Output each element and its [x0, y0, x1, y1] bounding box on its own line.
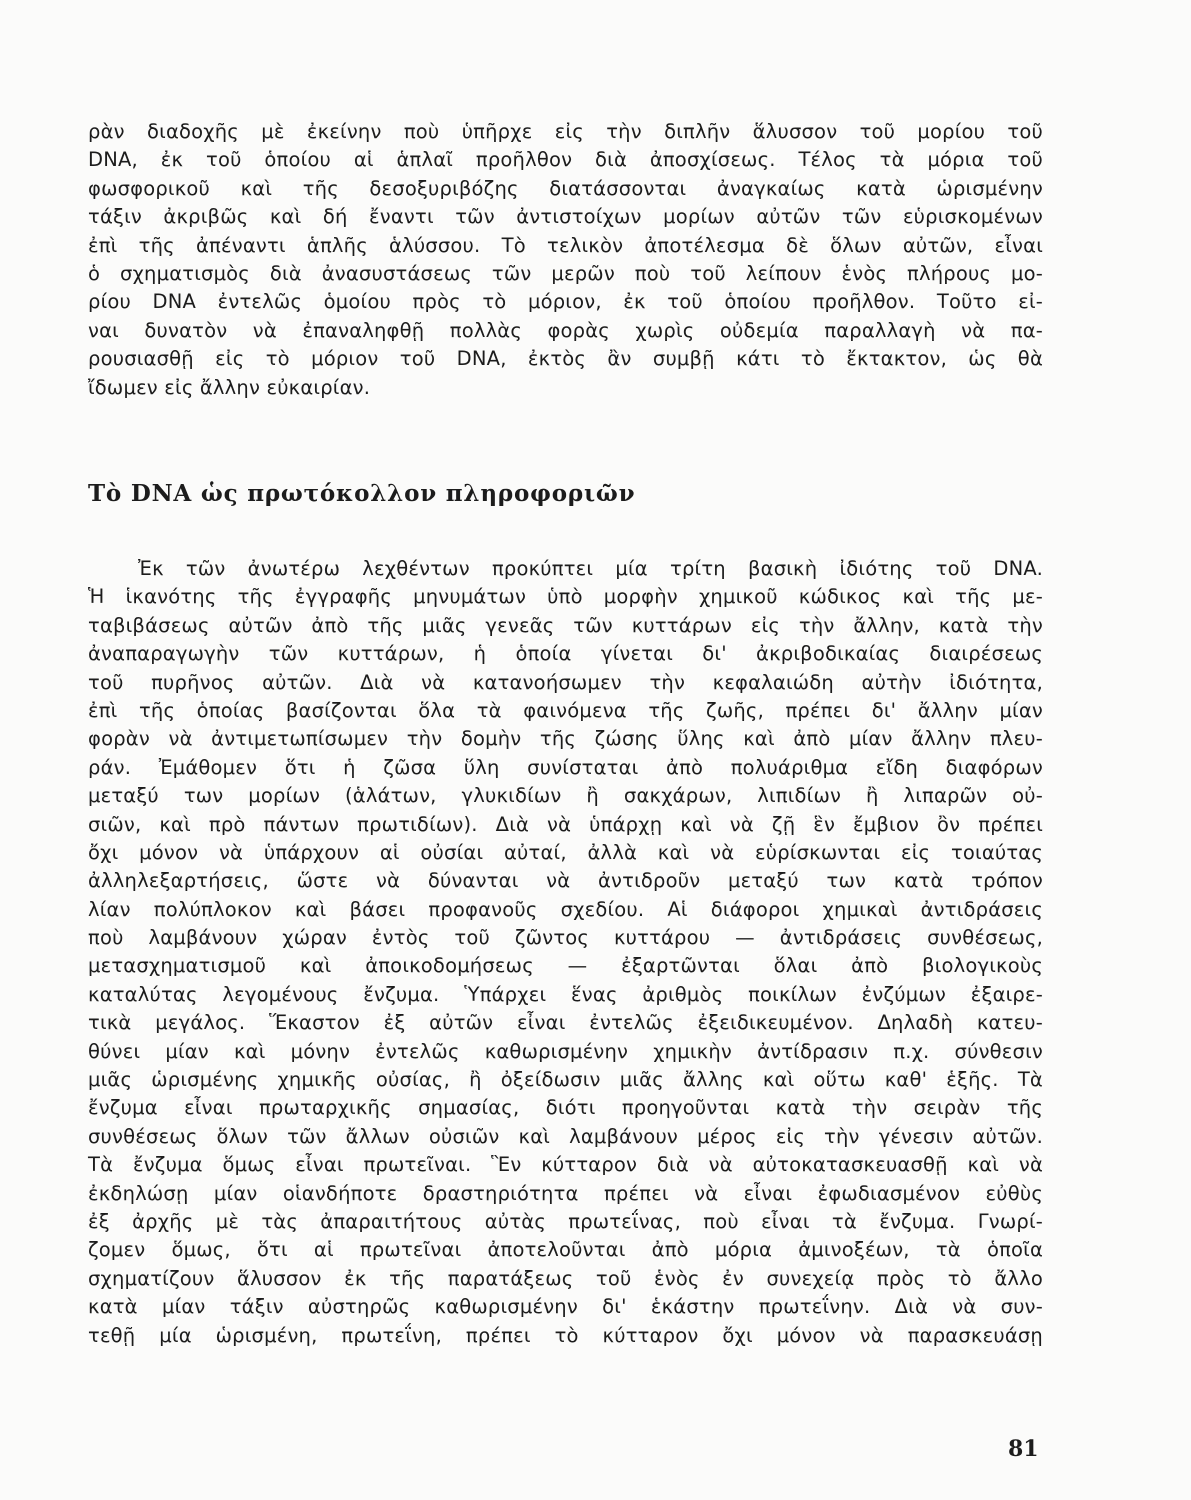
text-line: ρίου DNA ἐντελῶς ὁμοίου πρὸς τὸ μόριον, ἐκ τοῦ ὁποίου προῆλθον. Τοῦτο εἰ- — [88, 290, 1043, 314]
text-line: μιᾶς ὡρισμένης χημικῆς οὐσίας, ἢ ὀξείδωσιν μιᾶς ἄλλης καὶ οὕτω καθ' ἑξῆς. Τὰ — [88, 1068, 1043, 1092]
text-line: ταβιβάσεως αὐτῶν ἀπὸ τῆς μιᾶς γενεᾶς τῶν κυττάρων εἰς τὴν ἄλλην, κατὰ τὴν — [88, 613, 1043, 637]
text-line: ποὺ λαμβάνουν χώραν ἐντὸς τοῦ ζῶντος κυττάρου — ἀντιδράσεις συνθέσεως, — [88, 926, 1043, 950]
text-line: ἐπὶ τῆς ὁποίας βασίζονται ὅλα τὰ φαινόμενα τῆς ζωῆς, πρέπει δι' ἄλλην μίαν — [88, 698, 1043, 722]
text-line: καταλύτας λεγομένους ἔνζυμα. Ὑπάρχει ἕνας ἀριθμὸς ποικίλων ἐνζύμων ἐξαιρε- — [88, 982, 1043, 1006]
text-line: ἔνζυμα εἶναι πρωταρχικῆς σημασίας, διότι προηγοῦνται κατὰ τὴν σειρὰν τῆς — [88, 1096, 1043, 1120]
paragraph-dna-information — [88, 555, 1043, 1350]
text-line: ὁ σχηματισμὸς διὰ ἀνασυστάσεως τῶν μερῶν ποὺ τοῦ λείπουν ἑνὸς πλήρους μο- — [88, 261, 1043, 285]
text-line: ζομεν ὅμως, ὅτι αἱ πρωτεῖναι ἀποτελοῦνται ἀπὸ μόρια ἀμινοξέων, τὰ ὁποῖα — [88, 1238, 1043, 1262]
text-line: Τὰ ἔνζυμα ὅμως εἶναι πρωτεῖναι. Ἓν κύτταρον διὰ νὰ αὐτοκατασκευασθῇ καὶ νὰ — [88, 1153, 1043, 1177]
text-line: τάξιν ἀκριβῶς καὶ δή ἔναντι τῶν ἀντιστοίχων μορίων αὐτῶν τῶν εὑρισκομένων — [88, 205, 1043, 229]
text-line: ἴδωμεν εἰς ἄλλην εὐκαιρίαν. — [88, 375, 371, 399]
text-line: φορὰν νὰ ἀντιμετωπίσωμεν τὴν δομὴν τῆς ζώσης ὕλης καὶ ἀπὸ μίαν ἄλλην πλευ- — [88, 727, 1043, 751]
text-line: ἐξ ἀρχῆς μὲ τὰς ἀπαραιτήτους αὐτὰς πρωτεΐνας, ποὺ εἶναι τὰ ἔνζυμα. Γνωρί- — [88, 1209, 1043, 1233]
paragraph-continued — [88, 118, 1043, 402]
text-line: θύνει μίαν καὶ μόνην ἐντελῶς καθωρισμένην χημικὴν ἀντίδρασιν π.χ. σύνθεσιν — [88, 1039, 1043, 1063]
text-line: τοῦ πυρῆνος αὐτῶν. Διὰ νὰ κατανοήσωμεν τὴν κεφαλαιώδη αὐτὴν ἰδιότητα, — [88, 670, 1043, 694]
text-line: ὄχι μόνον νὰ ὑπάρχουν αἱ οὐσίαι αὐταί, ἀλλὰ καὶ νὰ εὑρίσκωνται εἰς τοιαύτας — [88, 840, 1043, 864]
text-line: μετασχηματισμοῦ καὶ ἀποικοδομήσεως — ἐξαρτῶνται ὅλαι ἀπὸ βιολογικοὺς — [88, 954, 1043, 978]
text-line: ρουσιασθῇ εἰς τὸ μόριον τοῦ DNA, ἐκτὸς ἂν συμβῇ κάτι τὸ ἔκτακτον, ὡς θὰ — [88, 347, 1043, 371]
text-line: DNA, ἐκ τοῦ ὁποίου αἱ ἁπλαῖ προῆλθον διὰ ἀποσχίσεως. Τέλος τὰ μόρια τοῦ — [88, 148, 1043, 172]
text-line: φωσφορικοῦ καὶ τῆς δεσοξυριβόζης διατάσσονται ἀναγκαίως κατὰ ὡρισμένην — [88, 176, 1043, 200]
section-heading: Τὸ DNA ὡς πρωτόκολλον πληροφοριῶν — [88, 480, 636, 507]
text-line: ράν. Ἐμάθομεν ὅτι ἡ ζῶσα ὕλη συνίσταται ἀπὸ πολυάριθμα εἴδη διαφόρων — [88, 755, 1043, 779]
text-line: λίαν πολύπλοκον καὶ βάσει προφανοῦς σχεδίου. Αἱ διάφοροι χημικαὶ ἀντιδράσεις — [88, 897, 1043, 921]
text-line: κατὰ μίαν τάξιν αὐστηρῶς καθωρισμένην δι' ἑκάστην πρωτεΐνην. Διὰ νὰ συν- — [88, 1295, 1043, 1319]
text-line: ναι δυνατὸν νὰ ἐπαναληφθῇ πολλὰς φορὰς χωρὶς οὐδεμία παραλλαγὴ νὰ πα- — [88, 318, 1043, 342]
text-line: τεθῇ μία ὡρισμένη, πρωτεΐνη, πρέπει τὸ κύτταρον ὄχι μόνον νὰ παρασκευάσῃ — [88, 1323, 1043, 1347]
text-line: συνθέσεως ὅλων τῶν ἄλλων οὐσιῶν καὶ λαμβάνουν μέρος εἰς τὴν γένεσιν αὐτῶν. — [88, 1124, 1043, 1148]
text-line: ἐκδηλώσῃ μίαν οἱανδήποτε δραστηριότητα πρέπει νὰ εἶναι ἐφωδιασμένον εὐθὺς — [88, 1181, 1043, 1205]
text-line: ρὰν διαδοχῆς μὲ ἐκείνην ποὺ ὑπῆρχε εἰς τὴν διπλῆν ἅλυσσον τοῦ μορίου τοῦ — [88, 120, 1043, 143]
text-line: Ἐκ τῶν ἀνωτέρω λεχθέντων προκύπτει μία τρίτη βασικὴ ἰδιότης τοῦ DNA. — [138, 557, 1043, 580]
text-line: ἀναπαραγωγὴν τῶν κυττάρων, ἡ ὁποία γίνεται δι' ἀκριβοδικαίας διαιρέσεως — [88, 642, 1043, 666]
text-line: μεταξύ των μορίων (ἁλάτων, γλυκιδίων ἢ σακχάρων, λιπιδίων ἢ λιπαρῶν οὐ- — [88, 784, 1043, 808]
text-line: Ἡ ἱκανότης τῆς ἐγγραφῆς μηνυμάτων ὑπὸ μορφὴν χημικοῦ κώδικος καὶ τῆς με- — [88, 585, 1043, 609]
text-line: σιῶν, καὶ πρὸ πάντων πρωτιδίων). Διὰ νὰ ὑπάρχῃ καὶ νὰ ζῇ ἓν ἔμβιον ὂν πρέπει — [88, 812, 1043, 836]
text-line: σχηματίζουν ἅλυσσον ἐκ τῆς παρατάξεως τοῦ ἑνὸς ἐν συνεχείᾳ πρὸς τὸ ἄλλο — [88, 1266, 1043, 1290]
text-line: τικὰ μεγάλος. Ἕκαστον ἐξ αὐτῶν εἶναι ἐντελῶς ἐξειδικευμένον. Δηλαδὴ κατευ- — [88, 1011, 1043, 1035]
page-number: 81 — [1008, 1436, 1039, 1462]
text-line: ἐπὶ τῆς ἀπέναντι ἁπλῆς ἁλύσσου. Τὸ τελικὸν ἀποτέλεσμα δὲ ὅλων αὐτῶν, εἶναι — [88, 233, 1043, 257]
text-line: ἀλληλεξαρτήσεις, ὥστε νὰ δύνανται νὰ ἀντιδροῦν μεταξύ των κατὰ τρόπον — [88, 869, 1043, 893]
